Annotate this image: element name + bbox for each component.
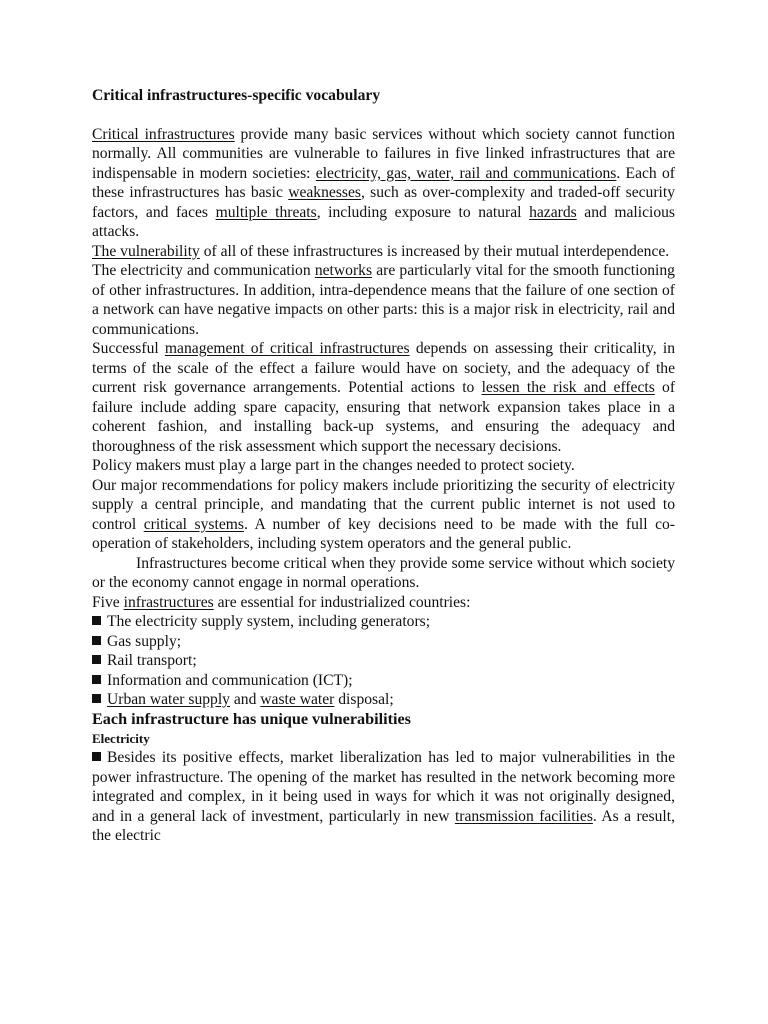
subsection-heading: Electricity <box>92 731 150 746</box>
text-run: Five <box>92 593 124 611</box>
term-waste-water: waste water <box>260 691 335 708</box>
term-multiple-threats: multiple threats <box>215 203 317 221</box>
list-item-text: The electricity supply system, including generators; <box>107 613 431 630</box>
square-bullet-icon <box>92 752 101 761</box>
text-run: and malicious attacks. <box>92 203 675 240</box>
text-run: . As a result, the electric <box>92 807 675 844</box>
square-bullet-icon <box>92 616 101 625</box>
text-run: . A number of key decisions need to be made with the full co-operation of stakeholders, including system operators and the general public. <box>92 515 675 552</box>
square-bullet-icon <box>92 655 101 664</box>
text-run: are essential for industrialized countries: <box>213 593 471 611</box>
list-item <box>92 671 675 691</box>
list-item-text: Gas supply; <box>107 632 182 650</box>
paragraph-critical-infrastructures <box>92 125 675 242</box>
paragraph-networks <box>92 261 675 339</box>
text-run: of failure include adding spare capacity, ensuring that network expansion takes place in a coherent fashion, and installing back-up systems, and ensuring the adequacy and thoroughness of the risk assessment which support the necessary decisions. <box>92 379 676 455</box>
paragraph-five-infrastructures <box>92 593 675 613</box>
text-run: are particularly vital for the smooth functioning of other infrastructures. In addition, intra-dependence means that the failure of one section of a network can have negative impacts on other parts: this is a major risk in electricity, rail and communications. <box>92 262 675 338</box>
paragraph-recommendations <box>92 476 675 554</box>
text-run: depends on assessing their criticality, in terms of the scale of the effect a failure would have on society, and the adequacy of the current risk governance arrangements. Potential actions to <box>92 340 675 396</box>
term-weaknesses: weaknesses <box>288 184 361 201</box>
term-urban-water-supply: Urban water supply <box>107 691 230 708</box>
list-item-text: Information and communication (ICT); <box>107 671 353 689</box>
text-run: of all of these infrastructures is increased by their mutual interdependence. <box>199 242 670 260</box>
text-run: Our major recommendations for policy makers include prioritizing the security of electricity supply a central principle, and mandating that the current public internet is not used to control <box>92 476 675 533</box>
section-heading: Each infrastructure has unique vulnerabilities <box>92 709 411 728</box>
text-run: disposal; <box>334 691 394 708</box>
term-five-infrastructures: electricity, gas, water, rail and communications <box>315 164 617 182</box>
text-run: and <box>229 691 261 708</box>
text-run: Besides its positive effects, market liberalization has led to major vulnerabilities in the power infrastructure. The opening of the market has resulted in the network becoming more integrated and complex, in it being used in ways for which it was not originally designed, and in a general lack of investment, particularly in new <box>92 749 675 825</box>
list-item <box>92 690 675 710</box>
square-bullet-icon <box>92 694 101 703</box>
text-run: , such as over-complexity and traded-off security factors, and faces <box>92 184 675 221</box>
term-critical-systems: critical systems <box>143 515 244 533</box>
term-lessen-risk: lessen the risk and effects <box>481 379 655 396</box>
paragraph-management <box>92 339 675 456</box>
page-title: Critical infrastructures-specific vocabulary <box>92 87 381 104</box>
text-run: , including exposure to natural <box>316 203 530 221</box>
list-item <box>92 651 675 671</box>
list-item <box>92 632 675 652</box>
text-run: . Each of these infrastructures has basic <box>92 164 675 201</box>
term-networks: networks <box>314 262 373 279</box>
document-page <box>92 86 675 846</box>
term-critical-infrastructures: Critical infrastructures <box>92 125 235 143</box>
paragraph-vulnerability <box>92 242 675 262</box>
term-hazards: hazards <box>529 203 577 221</box>
term-vulnerability: The vulnerability <box>92 242 200 260</box>
square-bullet-icon <box>92 675 101 684</box>
square-bullet-icon <box>92 636 101 645</box>
term-transmission-facilities: transmission facilities <box>454 807 593 825</box>
paragraph-become-critical: Infrastructures become critical when they provide some service without which society or the economy cannot engage in normal operations. <box>92 554 675 591</box>
paragraph-electricity <box>92 748 675 846</box>
term-management: management of critical infrastructures <box>164 340 410 357</box>
paragraph-policy-makers: Policy makers must play a large part in the changes needed to protect society. <box>92 457 575 474</box>
list-item-text: Rail transport; <box>107 652 197 669</box>
list-item <box>92 612 675 632</box>
term-infrastructures: infrastructures <box>123 593 214 611</box>
text-run: The electricity and communication <box>92 262 315 279</box>
text-run: provide many basic services without which society cannot function normally. All communities are vulnerable to failures in five linked infrastructures that are indispensable in modern societies: <box>92 125 675 182</box>
text-run: Successful <box>92 340 165 357</box>
